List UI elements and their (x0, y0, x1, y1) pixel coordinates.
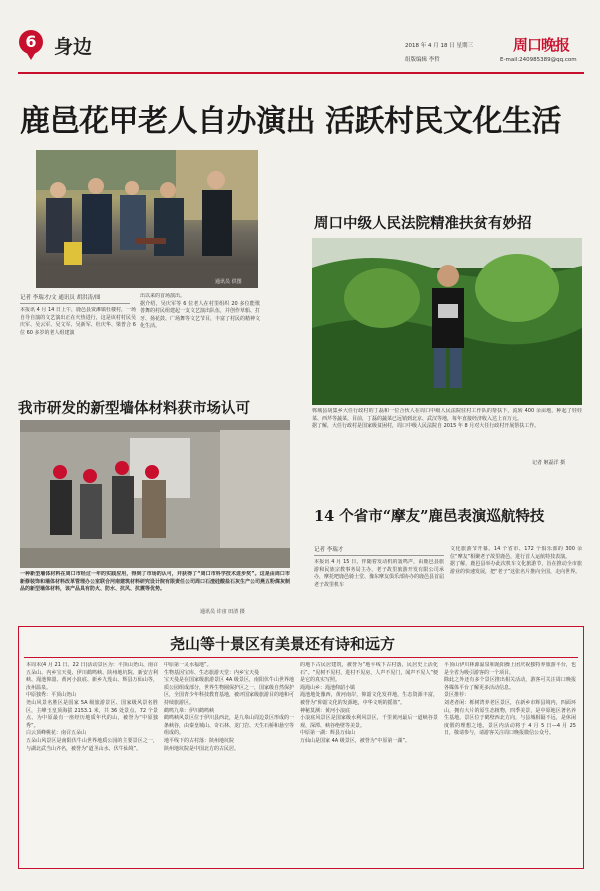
tour-byline-rule (314, 555, 444, 556)
yaoshan-headline-rule (24, 657, 578, 658)
masthead-rule (18, 72, 584, 74)
yaoshan-col-2: 中原第一灵水福地”。 生物基因宝库、生态旅游天堂：内乡宝天曼 宝天曼是在国家级旅游景区 4A 级景区，南阳伏牛山世界地质公园组成部分，世界生物圈保护区之一，国家级自然保护区，全国青少年科技教育基地，被评国家级旅游目的地和可持续旅游区。 鹤鸣九皋：伊川鹤鸣峡 鹤鸣峡风景区位于伊川县西北，是九皋山周边景区形成的一条峡谷，由秦皇城山、奇石林、龙门岩、天生石桥和悬空等组成的。 地平线下的古村落：陕州地坑院 陕州地坑院是中国北方的古民居。 (164, 662, 294, 752)
court-byline: 记者 姬磊洋 摄 (532, 460, 566, 466)
email-line: E-mail:240985389@qq.com (500, 57, 577, 63)
yaoshan-col-3: 的地下古民居建筑，被誉为“地平线下古村落，民居史上活化石”。“见树不见村，进村不见房，人声不见门，闻声不见人”便是它的真实写照。 渑渑山乡：渑池仰韶小镇 渑池地处豫西，黄河南岸，仰韶文化发祥地，生态资源丰富，被誉为“仰韶文化的发源地，中华文明的摇篮”。 神秘莫测：黄河小浪底 小浪底风景区是国家级水利风景区，千里黄河最后一道峡谷景观、深潭、峡谷绝壁等美景。 中原第一湖：辉县万仙山 万仙山是国家 4A 级景区，被誉为“中原第一湖”。 (300, 662, 438, 744)
tour-byline: 记者 李瑞才 (314, 547, 344, 553)
lead-body-right: 出以来的首场演出。 据介绍，吴庆军等 6 位老人在村里组织 20 多位能歌善舞的村民组建起一支文艺演出队伍，并创作草船、打牙、扬花鼓、广场舞等文艺节目，丰富了村民的精神文化生活。 (140, 293, 260, 330)
lead-byline: 记者 李瑞才/文 通讯员 胡洪涛/图 (20, 295, 101, 301)
wall-photo (20, 420, 290, 568)
court-photo-image (312, 238, 582, 405)
lead-photo (36, 150, 258, 288)
lead-body-left: 本报讯 4 月 14 日上午，鹿邑县贾滩镇杜楼村，一场自导自演的文艺演出正在火热进行，这是该村村民吴庆军、吴云军、吴文军、吴新军、杜庆华、梁普合 6 位 60 多岁的老人组建演 (20, 307, 136, 336)
tour-headline: 14 个省市“摩友”鹿邑表演巡航特技 (314, 508, 545, 525)
masthead (0, 20, 600, 72)
tour-body-left: 本报讯 4 月 15 日，伴随着发动机的轰鸣声，由鹿邑县旅游和民族宗教事务局主办，老子故里旅游开发有限公司承办，摩托吧鹿邑骑士堂、豫东摩友俱乐部协办的鹿邑县首届老子故里机车 (314, 559, 444, 588)
yaoshan-headline: 尧山等十景区有美景还有诗和远方 (170, 635, 396, 653)
date-line: 2018 年 4 月 18 日 星期三 (405, 43, 473, 49)
section-name: 身边 (54, 36, 93, 58)
court-headline: 周口中级人民法院精准扶贫有妙招 (314, 215, 532, 232)
court-photo (312, 238, 582, 405)
lead-photo-image (36, 150, 258, 288)
lead-photo-credit: 通讯员 供图 (215, 279, 242, 285)
yaoshan-col-1: 本周末(4 月 21 日、22 日)活动景区为：平顶山尧山、南召五朵山、内乡宝天曼、伊川鹤鸣峡、陕州地坑院、新安吉利峡、渑池仰韶、黄河小浪底、新乡九莲山、辉县万仙山等，汝州温泉。 中原独秀：平顶山尧山 尧山风景名胜区是国家 5A 级旅游景区、国家级风景名胜区，主峰玉皇顶海拔 2153.1 米，共 36 处景点、72 个景点、为中原最有一座经历地质年代的山，被誉为“中原独秀”。 白云顶峰桃花：南召五朵山 五朵山风景区是南阳伏牛山世界地质公园的主要景区之一，与湖北武当山齐名，被誉为“道圣山水、伏牛仙境”。 (26, 662, 158, 752)
wall-headline: 我市研发的新型墙体材料获市场认可 (18, 400, 250, 417)
wall-byline: 通讯员 许宙 田清 摄 (200, 609, 245, 615)
tour-body-right: 文化旅游节开幕。14 个省市、172 个俱乐部的 300 余位“摩友”相聚老子故里鹿邑，进行首人运航特技表演。 据了解，鹿邑县举办此次机车文化旅游节，旨在推动全市旅游业的快速发展，把“老子”这张名片推向全国，走向世界。 (450, 546, 582, 575)
yaoshan-col-4: 平顶山伊川林源温泉和渑阳操上团庆祝独特养旅游平台，也是全省为吸引游客的一个项目。 除此之外还有多个景区推出相关活动，游客可关注周口晚报各媒体平台了解更多活动信息。 景区推荐： 刘老者闲：栎树湾养老区景区，在新乡市辉县境内，四面环山，拥有大片的原生态植物，四季美景，是中原地区著名养生基地。景区位于鹤壁西北方向，与县城相隔不远，是休闲度假的理想之地。景区内活动将于 4 月 5 日—4 月 25 日，敬请参与，请游客关注周口晚报微信公众号。 (444, 662, 576, 737)
court-body: 郸城县胡集乡大任行政村的丁磊和一位合伙人在周口中级人民法院驻村工作队的帮扶下，流转 400 余亩地，种起了娃娃菜、西芹等蔬菜。目前，丁磊的蔬菜已远销到北京、武汉等地，每年直接经济收入达上百万元。 据了解，大任行政村是国家级贫困村，周口中级人民法院自 2015 年 8 月对大任行政村开展帮扶工作。 (312, 408, 582, 430)
paper-logo: 周口晚报 (513, 36, 570, 54)
page-number-pin (25, 50, 37, 60)
wall-body: 一种新型墙体材料在周口市经过一年的实践应用，得到了市场的认可，并获得了“周口市科学技术进步奖”。这是由周口市新修装饰和墙体材料改革管理办公室联合河南建筑材料研究设计院有限责任公司周口石渣硅酸盐石灰生产公司燕五粉煤灰制品的新型墙体材料，该产品具有防火、防水、抗风、抗震等优势。 (20, 571, 290, 593)
editor-line: 组版编辑 李哲 (405, 57, 440, 63)
wall-photo-image (20, 420, 290, 568)
lead-headline: 鹿邑花甲老人自办演出 活跃村民文化生活 (20, 104, 561, 139)
page-number: 6 (25, 32, 37, 51)
lead-byline-rule (20, 303, 130, 304)
